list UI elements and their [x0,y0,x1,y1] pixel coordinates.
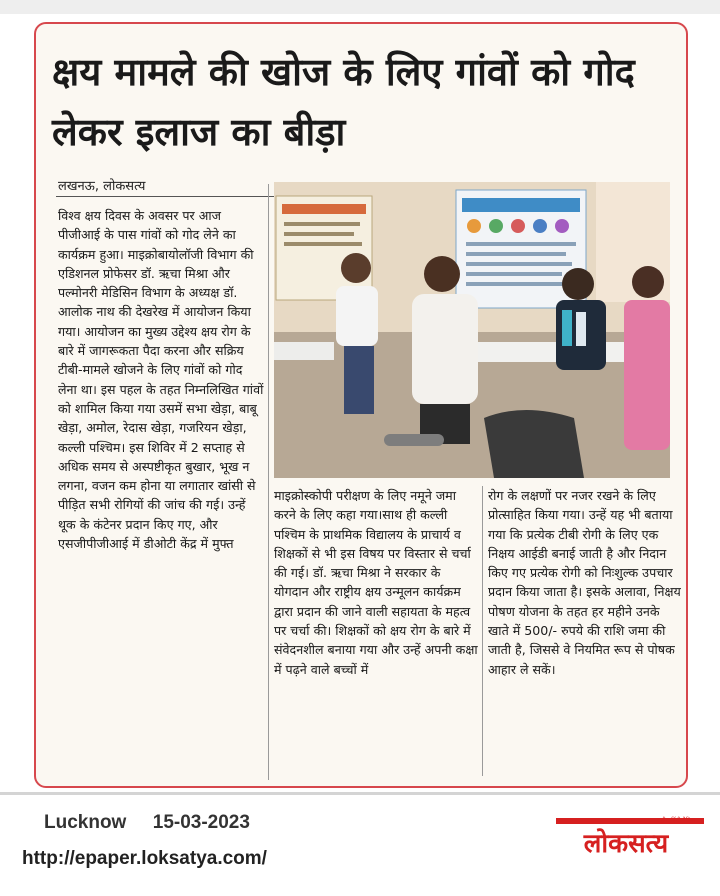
headline: क्षय मामले की खोज के लिए गांवों को गोद लेकर इलाज का बीड़ा [52,50,635,154]
footer-separator [0,792,720,795]
top-bar [0,0,720,14]
logo-wordmark: लोकसत्य [583,829,669,858]
footer-city: Lucknow [44,812,127,833]
column-divider [268,184,269,780]
logo-tagline: राष्ट्रीय हिंदी दैनिक [656,817,696,824]
article-column-2: माइक्रोस्कोपी परीक्षण के लिए नमूने जमा करने के लिए कहा गया।साथ ही कल्ली पश्चिम के प्राथमिक विद्यालय के प्राचार्य व शिक्षकों से भी इस विषय पर विस्तार से चर्चा की गई। डॉ. ऋचा मिश्रा ने सरकार के योगदान और राष्ट्रीय क्षय उन्मूलन कार्यक्रम द्वारा प्रदान की जाने वाली सहायता के महत्व पर चर्चा की। शिक्षकों को क्षय रोग के बारे में संवेदनशील बनाया गया और उन्हें अपनी कक्षा में पढ़ने वाले बच्चों में [274,488,478,677]
tb-camp-photo-image [274,182,670,478]
footer-dateline [44,812,250,834]
newspaper-clipping [34,22,688,788]
article-column-1: विश्व क्षय दिवस के अवसर पर आज पीजीआई के पास गांवों को गोद लेने का कार्यक्रम हुआ। माइक्रोबायोलॉजी विभाग की एडिशनल प्रोफेसर डॉ. ऋचा मिश्रा और पल्मोनरी मेडिसिन विभाग के अध्यक्ष डॉ. आलोक नाथ की देखरेख में आयोजन किया गया। आयोजन का मुख्य उद्देश्य क्षय रोग के बारे में जागरूकता पैदा करना और सक्रिय टीबी-मामले खोजने के लिए गांवों को गोद लेना था। इस पहल के तहत निम्नलिखित गांवों को शामिल किया गया उसमें सभा खेड़ा, बाबू खेड़ा, अमोल, रेदास खेड़ा, गजरियन खेड़ा, कल्ली पश्चिम। इस शिविर में 2 सप्ताह से अधिक समय से अस्पष्टीकृत बुखार, भूख न लगना, वजन कम होना या लगातार खांसी से पीड़ित सभी रोगियों की जांच की गई। उन्हें थूक के कंटेनर प्रदान किए गए, और एसजीपीजीआई में डीओटी केंद्र में मुफ्त [58,208,264,552]
article-column-3: रोग के लक्षणों पर नजर रखने के लिए प्रोत्साहित किया गया। उन्हें यह भी बताया गया कि प्रत्येक टीबी रोगी के लिए एक निक्षय आईडी बनाई जाती है और निदान किए गए प्रत्येक रोगी को निःशुल्क उपचार प्रदान किया जाता है। इसके अलावा, निक्षय पोषण योजना के तहत हर महीने उनके खाते में 500/- रुपये की राशि जमा की जाती है, जिससे वे नियमित रूप से पोषक आहार ले सकें। [488,488,681,677]
loksatya-logo [556,812,704,858]
column-divider [482,486,483,776]
article-photo [274,182,670,478]
epaper-url-link[interactable]: http://epaper.loksatya.com/ [22,848,267,869]
dateline: लखनऊ, लोकसत्य [58,179,146,194]
footer-date: 15-03-2023 [152,812,250,833]
